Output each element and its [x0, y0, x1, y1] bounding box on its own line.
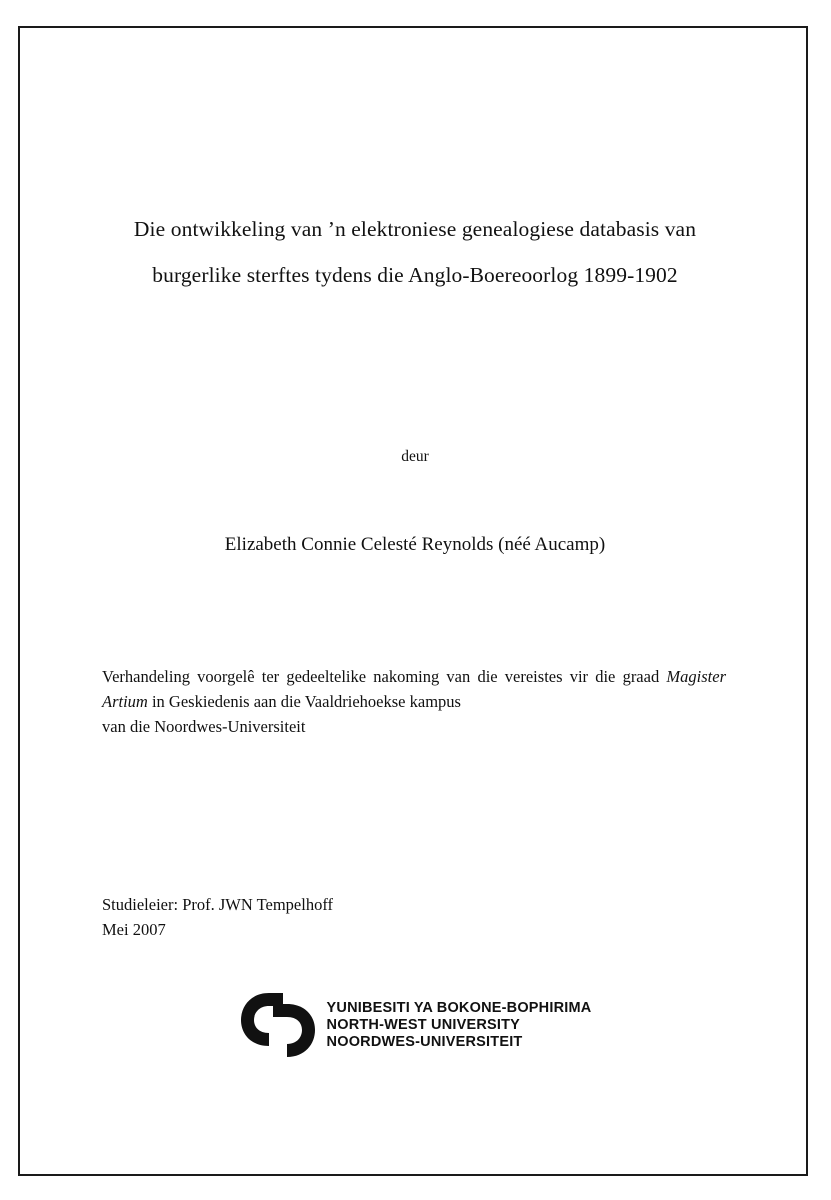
statement-part-2: in Geskiedenis aan die Vaaldriehoekse kampus — [147, 692, 461, 711]
logo-line-3: NOORDWES-UNIVERSITEIT — [326, 1033, 523, 1050]
degree-name: Magister Artium — [102, 667, 726, 711]
title-line-1: Die ontwikkeling van ’n elektroniese genealogiese databasis van — [133, 217, 697, 241]
statement-part-1: Verhandeling voorgelê ter gedeeltelike nakoming van die vereistes vir die graad — [102, 667, 667, 686]
supervisor-line: Studieleier: Prof. JWN Tempelhoff — [102, 895, 334, 914]
nwu-logo-icon — [239, 989, 317, 1061]
logo-text-block — [327, 1000, 592, 1051]
logo-line-1: YUNIBESITI YA BOKONE-BOPHIRIMA — [326, 999, 592, 1016]
degree-statement — [102, 664, 726, 739]
title-page-content — [100, 26, 730, 1176]
title-line-2: burgerlike sterftes tydens die Anglo-Boereoorlog 1899-1902 — [152, 263, 678, 287]
by-label: deur — [401, 448, 429, 465]
logo-line-2: NORTH-WEST UNIVERSITY — [326, 1016, 521, 1033]
date-line: Mei 2007 — [102, 920, 166, 939]
supervisor-block — [102, 892, 726, 942]
thesis-title — [100, 206, 730, 298]
statement-part-3: van die Noordwes-Universiteit — [102, 717, 306, 736]
author-name: Elizabeth Connie Celesté Reynolds (néé Aucamp) — [224, 534, 606, 555]
university-logo — [100, 989, 730, 1061]
